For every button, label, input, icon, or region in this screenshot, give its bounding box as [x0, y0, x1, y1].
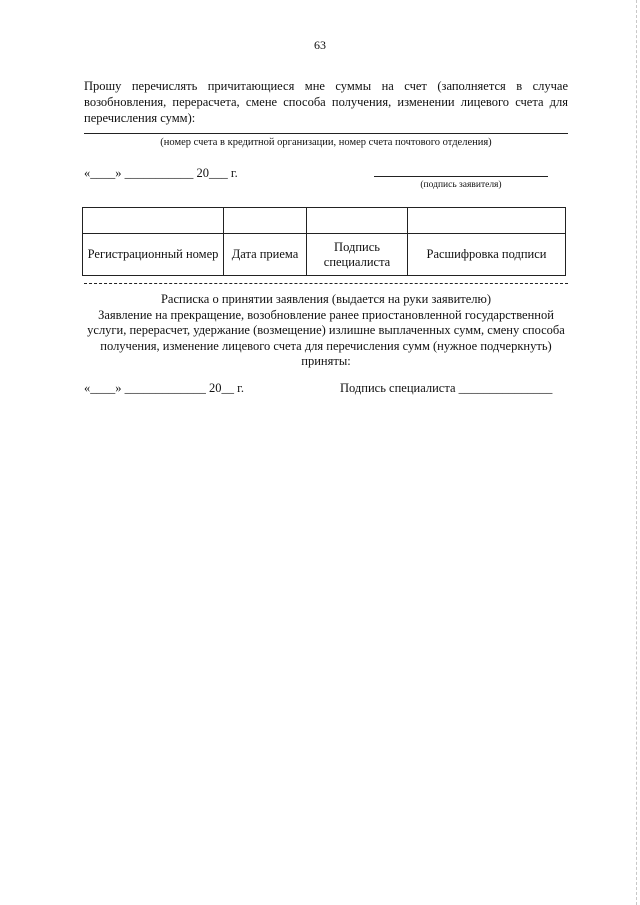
receipt-title: Расписка о принятии заявления (выдается на руки заявителю) — [160, 292, 492, 306]
specialist-signature: Подпись специалиста _______________ — [340, 381, 553, 395]
applicant-signature-line — [374, 176, 548, 177]
signature-transcript-value — [408, 208, 566, 234]
account-caption: (номер счета в кредитной организации, номер счета почтового отделения) — [160, 137, 492, 148]
registration-number-header: Регистрационный номер — [83, 234, 224, 276]
request-paragraph: Прошу перечислять причитающиеся мне суммы на счет (заполняется в случае возобновления, перерасчета, смене способа получения, изменении лицевого счета для перечисления сумм): — [84, 79, 568, 125]
specialist-signature-header: Подпись специалиста — [307, 234, 408, 276]
receipt-block — [84, 292, 568, 370]
page-number: 63 — [314, 38, 326, 52]
receipt-date: «____» _____________ 20__ г. — [84, 381, 244, 395]
account-number-line — [84, 133, 568, 134]
applicant-date: «____» ___________ 20___ г. — [84, 166, 238, 180]
cut-line — [84, 283, 568, 284]
applicant-signature-caption: (подпись заявителя) — [420, 180, 502, 190]
receipt-date-header: Дата приема — [224, 234, 307, 276]
receipt-body: Заявление на прекращение, возобновление ранее приостановленной государственной услуги, перерасчет, удержание (возмещение) излишне выплаченных сумм, смену способа получения, изменение лицевого счета для перечисления сумм (нужное подчеркнуть) приняты: — [87, 307, 565, 368]
scan-edge — [636, 0, 637, 905]
receipt-date-value — [224, 208, 307, 234]
registration-number-value — [83, 208, 224, 234]
specialist-signature-value — [307, 208, 408, 234]
signature-transcript-header: Расшифровка подписи — [408, 234, 566, 276]
registration-table — [82, 207, 566, 276]
